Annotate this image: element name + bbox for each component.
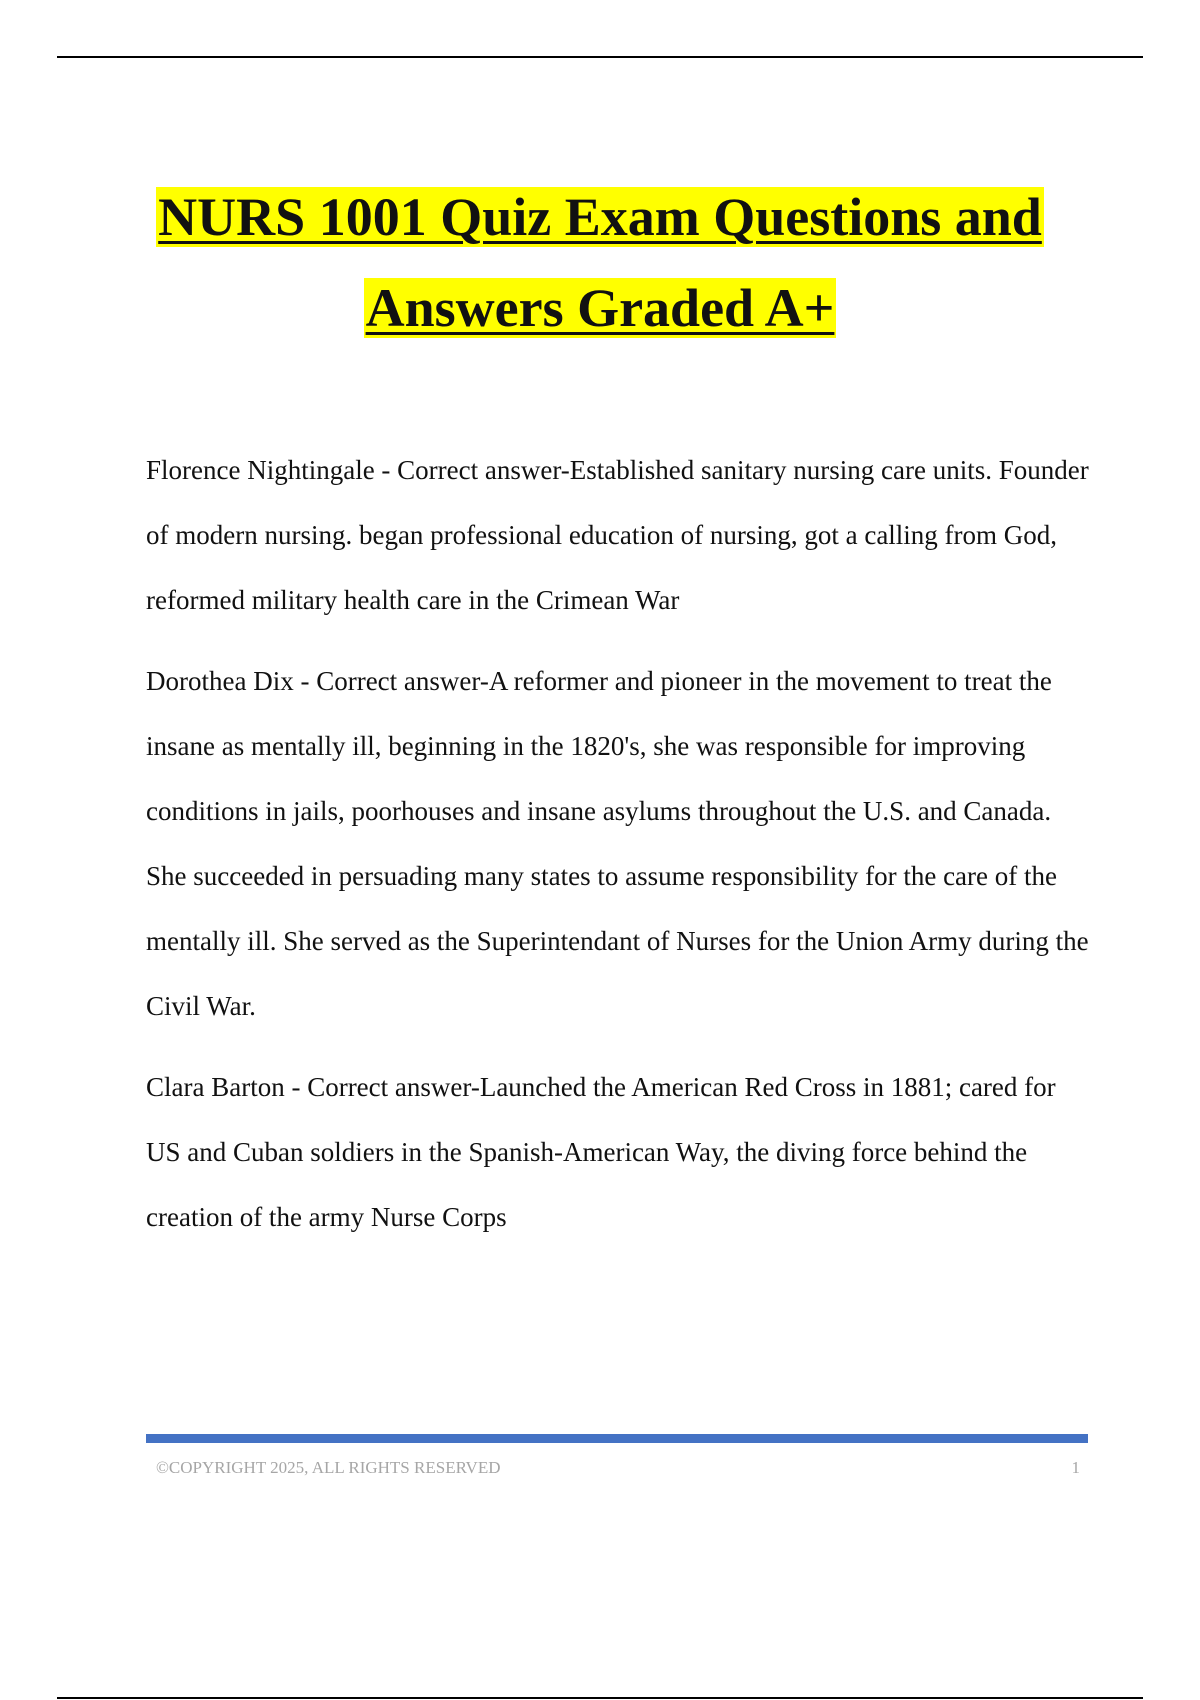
- footer-copyright: ©COPYRIGHT 2025, ALL RIGHTS RESERVED: [156, 1458, 501, 1477]
- title-highlight: NURS 1001 Quiz Exam Questions and Answers Graded A+: [158, 187, 1042, 338]
- qa-entry-nightingale: Florence Nightingale - Correct answer-Established sanitary nursing care units. Founder of modern nursing. began professional education of nursing, got a calling from God, reformed military health care in the Crimean War: [146, 455, 1089, 615]
- footer-bar: [146, 1434, 1088, 1443]
- footer-page-number: 1: [1071, 1458, 1080, 1477]
- bottom-rule: [57, 1697, 1143, 1699]
- qa-content: [146, 438, 1091, 1266]
- qa-entry-dix: Dorothea Dix - Correct answer-A reformer and pioneer in the movement to treat the insane as mentally ill, beginning in the 1820's, she was responsible for improving conditions in jails, poorhouses and insane asylums throughout the U.S. and Canada. She succeeded in persuading many states to assume responsibility for the care of the mentally ill. She served as the Superintendant of Nurses for the Union Army during the Civil War.: [146, 666, 1089, 1021]
- qa-entry-barton: Clara Barton - Correct answer-Launched the American Red Cross in 1881; cared for US and Cuban soldiers in the Spanish-American Way, the diving force behind the creation of the army Nurse Corps: [146, 1072, 1056, 1232]
- top-rule: [57, 56, 1143, 58]
- page-title: [100, 172, 1100, 354]
